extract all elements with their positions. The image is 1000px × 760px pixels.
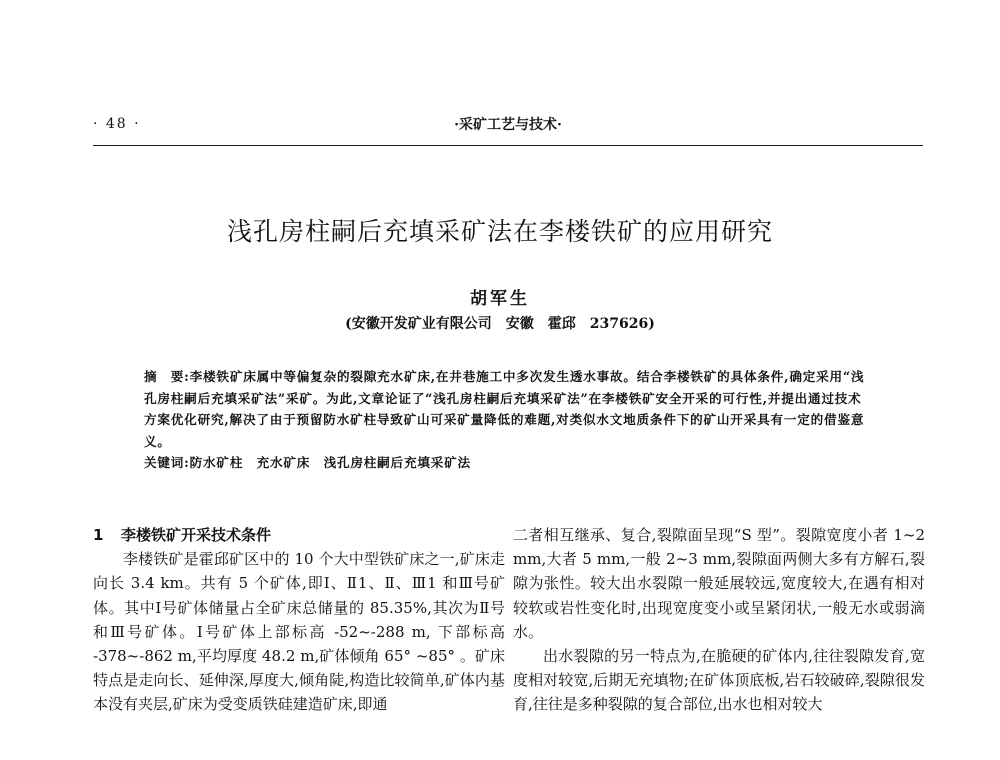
body-paragraph: 李楼铁矿是霍邱矿区中的 10 个大中型铁矿床之一,矿床走向长 3.4 km。共有 5 个矿体,即Ⅰ、Ⅱ1、Ⅱ、Ⅲ1 和Ⅲ号矿体。其中Ⅰ号矿体储量占全矿床总储量的 85.35%,其次为Ⅱ号和Ⅲ号矿体。Ⅰ号矿体上部标高 -52~-288 m, 下部标高 -378~-862 m,平均厚度 48.2 m,矿体倾角 65° ~85° 。矿床特点是走向长、延伸深,厚度大,倾角陡,构造比较简单,矿体内基本没有夹层,矿床为受变质铁硅建造矿床,即通 xyxy=(93,550,505,714)
author-affiliation: (安徽开发矿业有限公司 安徽 霍邱 237626) xyxy=(345,316,655,332)
page-header xyxy=(93,112,923,136)
header-rule xyxy=(93,145,923,146)
article-author: 胡军生 xyxy=(470,289,530,309)
article-title: 浅孔房柱嗣后充填采矿法在李楼铁矿的应用研究 xyxy=(226,217,773,246)
abstract-block xyxy=(144,366,872,474)
body-paragraph: 出水裂隙的另一特点为,在脆硬的矿体内,往往裂隙发育,宽度相对较宽,后期无充填物;在矿体顶底板,岩石较破碎,裂隙很发育,往往是多种裂隙的复合部位,出水也相对较大 xyxy=(513,647,925,714)
abstract-text: 李楼铁矿床属中等偏复杂的裂隙充水矿床,在井巷施工中多次发生透水事故。结合李楼铁矿的具体条件,确定采用“浅孔房柱嗣后充填采矿法”采矿。为此,文章论证了“浅孔房柱嗣后充填采矿法”在李楼铁矿安全开采的可行性,并提出通过技术方案优化研究,解决了由于预留防水矿柱导致矿山可采矿量降低的难题,对类似水文地质条件下的矿山开采具有一定的借鉴意义。 xyxy=(144,369,865,449)
keywords xyxy=(144,452,872,474)
left-column xyxy=(93,523,505,717)
body-paragraph: 二者相互继承、复合,裂隙面呈现“S 型”。裂隙宽度小者 1~2 mm,大者 5 mm,一般 2~3 mm,裂隙面两侧大多有方解石,裂隙为张性。较大出水裂隙一般延展较远,宽度较大,在遇有相对较软或岩性变化时,出现宽度变小或呈紧闭状,一般无水或弱滴水。 xyxy=(513,526,925,641)
section-number: 1 xyxy=(93,526,104,544)
right-column xyxy=(513,523,925,717)
section-heading xyxy=(93,523,505,547)
section-title: 李楼铁矿开采技术条件 xyxy=(121,526,272,544)
keywords-text: 防水矿柱 充水矿床 浅孔房柱嗣后充填采矿法 xyxy=(189,455,471,470)
abstract xyxy=(144,366,872,452)
running-head: ·采矿工艺与技术· xyxy=(454,117,562,133)
keywords-label: 关键词: xyxy=(144,455,190,470)
page-number: · 48 · xyxy=(93,116,141,132)
abstract-label: 摘 要: xyxy=(144,369,190,384)
